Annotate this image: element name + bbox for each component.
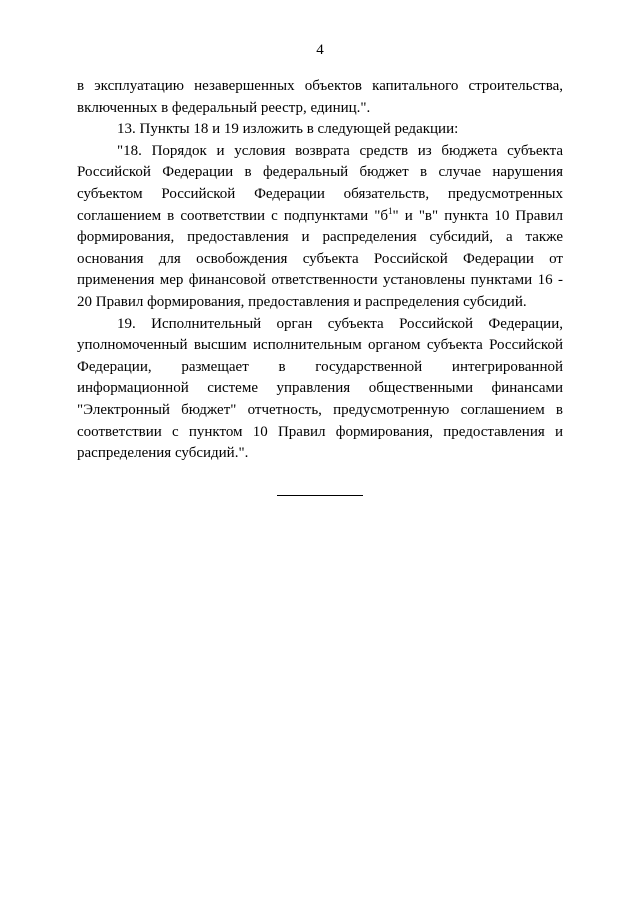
paragraph-item-18-text-start: "18. Порядок и условия возврата средств из бюджета субъекта Российской Федерации в федеральный бюджет в случае нарушения субъектом Российской Федерации обязательств, предусмотренных соглашением в соответствии с подпунктами "б (77, 142, 563, 224)
paragraph-continuation: в эксплуатацию незавершенных объектов капитального строительства, включенных в федеральный реестр, единиц.". (77, 78, 563, 116)
page-number: 4 (316, 42, 324, 58)
paragraph-item-13: 13. Пункты 18 и 19 изложить в следующей редакции: (117, 121, 459, 138)
paragraph-item-18 (77, 141, 563, 314)
paragraph-item-19: 19. Исполнительный орган субъекта Российской Федерации, уполномоченный высшим исполнительным органом субъекта Российской Федерации, размещает в государственной интегрированной информационной системе управления общественными финансами "Электронный бюджет" отчетность, предусмотренную соглашением в соответствии с пунктом 10 Правил формирования, предоставления и распределения субсидий.". (77, 315, 563, 462)
superscript-index: 1 (388, 205, 393, 216)
end-of-document-rule (277, 495, 363, 496)
paragraph-item-18-text-end: " и "в" пункта 10 Правил формирования, предоставления и распределения субсидий, а также основания для освобождения субъекта Российской Федерации от применения мер финансовой ответственности установлены пунктами 16 - 20 Правил формирования, предоставления и распределения субсидий. (77, 207, 563, 310)
document-body (77, 76, 563, 465)
